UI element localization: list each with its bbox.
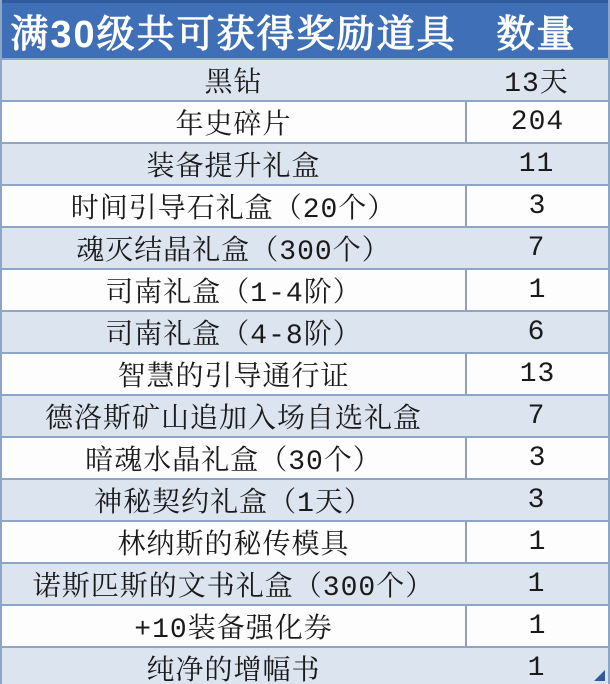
qty-cell: 7 [527,400,546,432]
qty-cell: 1 [527,652,546,684]
item-cell: 时间引导石礼盒（20个） [70,195,397,226]
fill-handle-icon [594,670,605,681]
table-row [2,604,608,646]
table-row [2,436,608,478]
qty-cell: 3 [527,484,546,516]
item-cell: 纯净的增幅书 [146,657,321,684]
table-row [2,352,608,394]
qty-cell: 3 [465,186,608,226]
table-row [2,100,608,142]
item-cell: 林纳斯的秘传模具 [117,531,350,562]
table-row [2,646,608,684]
item-cell: 装备提升礼盒 [146,153,321,184]
item-cell: 神秘契约礼盒（1天） [94,489,373,520]
table-row [2,58,608,100]
item-cell: 黑钻 [204,69,263,100]
table-row [2,142,608,184]
header-qty-label: 数量 [496,14,577,56]
qty-cell: 1 [465,522,608,562]
qty-cell: 11 [518,148,555,180]
item-cell: 司南礼盒（1-4阶） [105,279,362,310]
table-row [2,520,608,562]
table-row [2,268,608,310]
table-row [2,478,608,520]
item-cell: +10装备强化券 [134,615,333,646]
item-cell: 魂灭结晶礼盒（300个） [76,237,391,268]
item-cell: 暗魂水晶礼盒（30个） [85,447,382,478]
item-cell: 智慧的引导通行证 [117,363,350,394]
item-cell: 诺斯匹斯的文书礼盒（300个） [32,573,435,604]
table-row [2,226,608,268]
qty-cell: 13天 [504,69,569,100]
item-cell: 年史碎片 [175,111,292,142]
qty-cell: 1 [527,568,546,600]
qty-cell: 204 [465,102,608,142]
table-row [2,184,608,226]
table-row [2,562,608,604]
table-header-row [2,0,608,58]
qty-cell: 6 [527,316,546,348]
qty-cell: 7 [527,232,546,264]
qty-cell: 1 [465,270,608,310]
item-cell: 德洛斯矿山追加入场自选礼盒 [44,405,422,436]
qty-cell: 13 [465,354,608,394]
table-row [2,394,608,436]
table-row [2,310,608,352]
qty-cell: 3 [465,438,608,478]
item-cell: 司南礼盒（4-8阶） [105,321,362,352]
header-item-label: 满30级共可获得奖励道具 [10,14,457,56]
qty-cell: 1 [465,606,608,646]
